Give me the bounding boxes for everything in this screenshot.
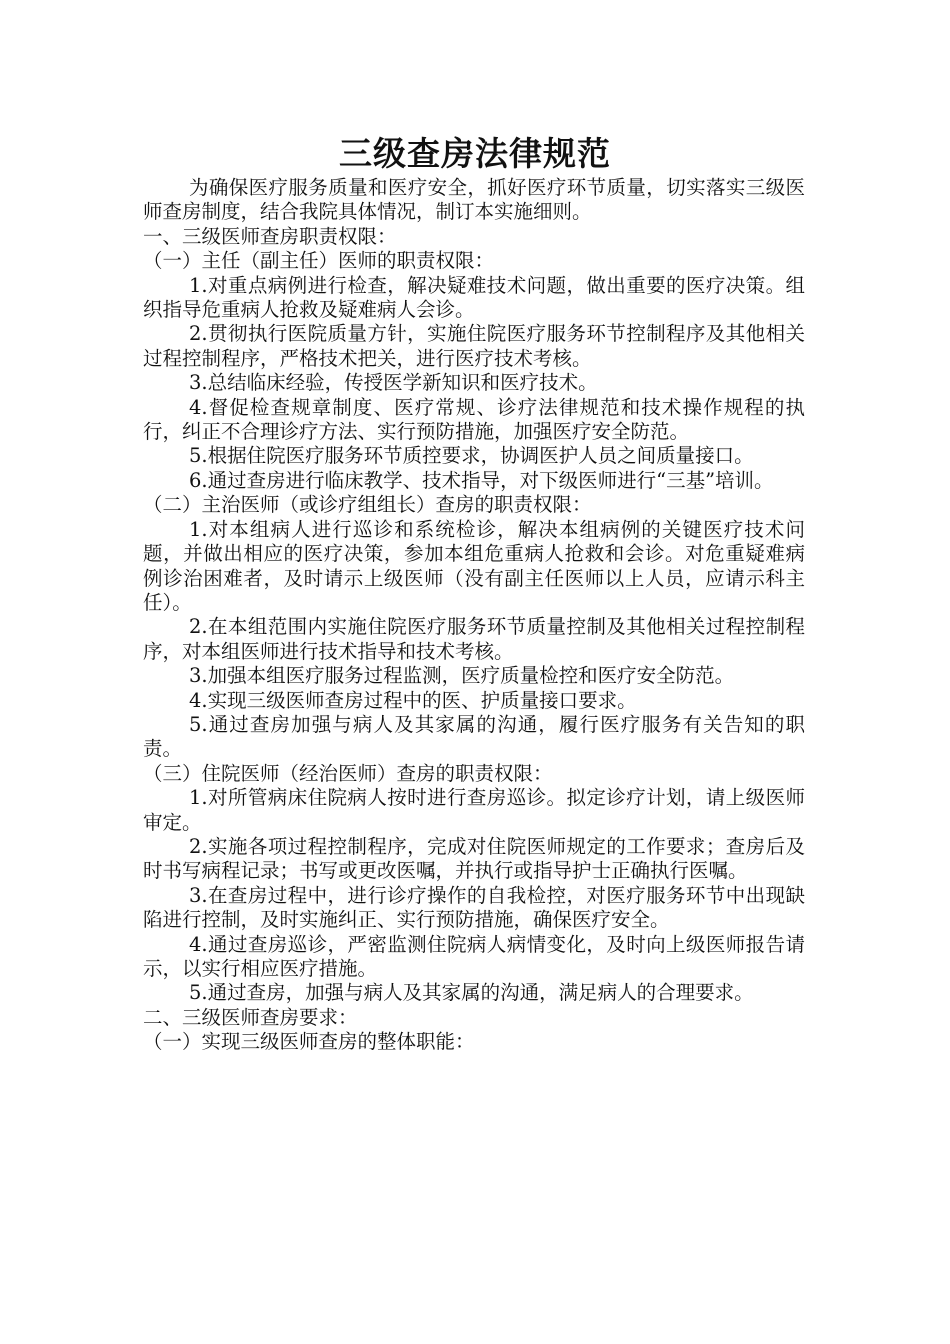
subsection-heading: （二）主治医师（或诊疗组组长）查房的职责权限： (143, 493, 592, 517)
list-item: 5.通过查房加强与病人及其家属的沟通，履行医疗服务有关告知的职责。 (143, 712, 805, 761)
list-item: 1.对所管病床住院病人按时进行查房巡诊。拟定诊疗计划，请上级医师审定。 (143, 786, 805, 834)
list-item: 3.加强本组医疗服务过程监测，医疗质量检控和医疗安全防范。 (189, 664, 735, 688)
list-item: 4.通过查房巡诊，严密监测住院病人病情变化，及时向上级医师报告请示，以实行相应医疗措施。 (143, 932, 805, 980)
subsection-heading: （一）主任（副主任）医师的职责权限： (143, 249, 495, 273)
list-item: 5.通过查房，加强与病人及其家属的沟通，满足病人的合理要求。 (189, 981, 754, 1005)
list-item: 1.对本组病人进行巡诊和系统检诊，解决本组病例的关键医疗技术问题，并做出相应的医疗决策，参加本组危重病人抢救和会诊。对危重疑难病例诊治困难者，及时请示上级医师（没有副主任医师以上人员，应请示科主任）。 (143, 517, 805, 614)
list-item: 2.实施各项过程控制程序，完成对住院医师规定的工作要求；查房后及时书写病程记录；书写或更改医嘱，并执行或指导护士正确执行医嘱。 (143, 834, 805, 883)
list-item: 3.在查房过程中，进行诊疗操作的自我检控，对医疗服务环节中出现缺陷进行控制，及时实施纠正、实行预防措施，确保医疗安全。 (143, 883, 805, 932)
document-title: 三级查房法律规范 (339, 134, 611, 173)
paragraph: 为确保医疗服务质量和医疗安全，抓好医疗环节质量，切实落实三级医师查房制度，结合我院具体情况，制订本实施细则。 (143, 176, 805, 224)
section-heading: 一、三级医师查房职责权限： (143, 224, 397, 248)
list-item: 5.根据住院医疗服务环节质控要求，协调医护人员之间质量接口。 (189, 444, 754, 468)
list-item: 3.总结临床经验，传授医学新知识和医疗技术。 (189, 371, 598, 395)
list-item: 4.督促检查规章制度、医疗常规、诊疗法律规范和技术操作规程的执行，纠正不合理诊疗方法、实行预防措施，加强医疗安全防范。 (143, 395, 805, 444)
subsection-heading: （一）实现三级医师查房的整体职能： (143, 1030, 475, 1054)
list-item: 1.对重点病例进行检查，解决疑难技术问题，做出重要的医疗决策。组织指导危重病人抢救及疑难病人会诊。 (143, 273, 805, 322)
section-heading: 二、三级医师查房要求： (143, 1005, 358, 1029)
list-item: 4.实现三级医师查房过程中的医、护质量接口要求。 (189, 688, 637, 712)
subsection-heading: （三）住院医师（经治医师）查房的职责权限： (143, 761, 553, 785)
list-item: 2.在本组范围内实施住院医疗服务环节质量控制及其他相关过程控制程序，对本组医师进行技术指导和技术考核。 (143, 615, 805, 663)
list-item: 6.通过查房进行临床教学、技术指导，对下级医师进行“三基”培训。 (189, 468, 774, 492)
list-item: 2.贯彻执行医院质量方针，实施住院医疗服务环节控制程序及其他相关过程控制程序，严格技术把关，进行医疗技术考核。 (143, 322, 805, 370)
document-body (143, 176, 805, 1055)
